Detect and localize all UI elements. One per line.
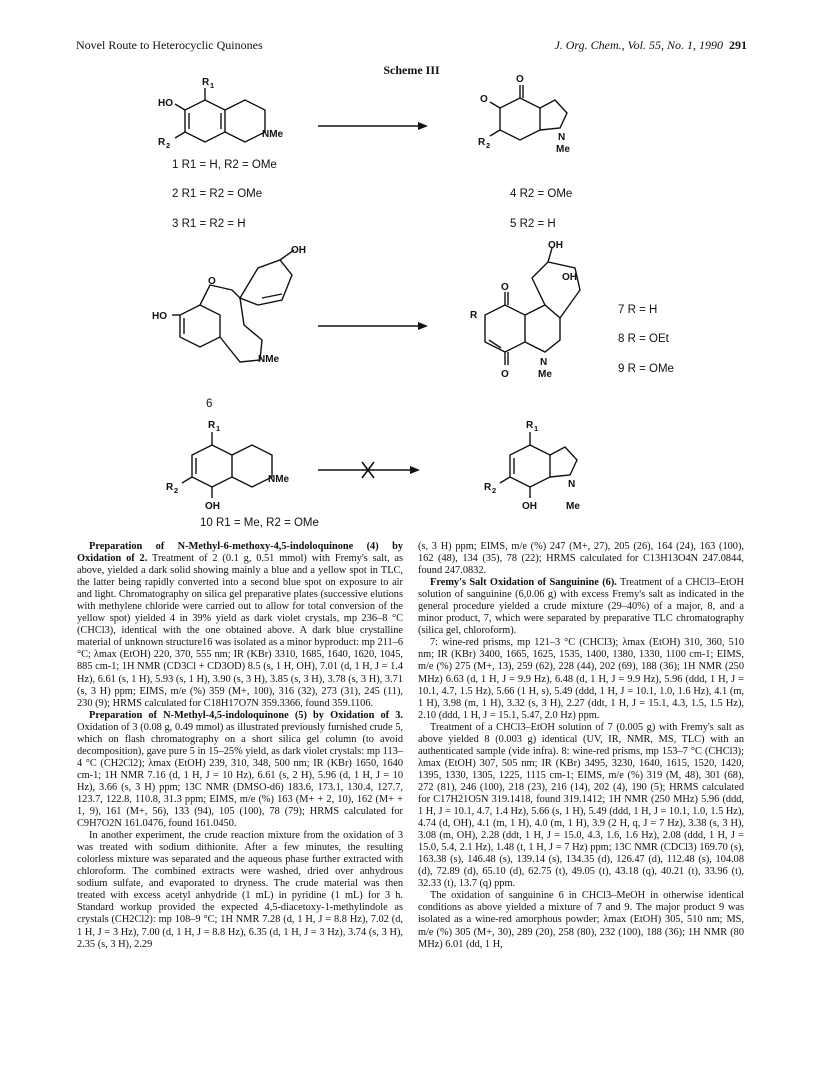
svg-text:O: O — [516, 74, 524, 85]
reaction-scheme — [0, 70, 823, 530]
page-number: 291 — [729, 38, 747, 52]
paragraph — [418, 890, 744, 950]
svg-text:R: R — [166, 482, 174, 493]
paragraph-body: Treatment of a CHCl3–EtOH solution of 7 (0.005 g) with Fremy's salt as above yielded 8 (0.003 g) identical (UV, IR, NMR, MS, TLC) with an authenticated sample (vide infra). 8: wine-red prisms, mp 153–7 °C (CHCl3); λmax (EtOH) 307, 505 nm; IR (KBr) 3495, 3230, 1640, 1615, 1520, 1420, 1395, 1330, 1305, 1225, 1115 cm-1; EIMS, m/e (%) 319 (M, 48), 301 (68), 272 (81), 246 (100), 218 (23), 216 (14), 202 (4), 190 (5); HRMS calculated for C17H21O5N 319.1418, found 319.1412; 1H NMR (250 MHz) 5.96 (ddd, 1 H, J = 10.1, 4.7, 1.4 Hz), 5.66 (s, 1 H), 5.49 (ddd, 1 H, J = 10.1, 1.0, 1.5 Hz), 4.74 (d, OH), 4.1 (m, 1 H), 4.0 (m, 1 H), 3.9 (2 H, q, J = 7 Hz), 3.38 (s, 3 H), 3.08 (m, OH), 2.28 (ddt, 1 H, J = 15.0, 4.3, 1.6, 1.6 Hz), 2.08 (ddd, 1 H, J = 15.0, 5.4, 2.1 Hz), 1.48 (t, 1 H, J = 7 Hz) ppm; 13C NMR (CDCl3) 169.70 (s), 163.38 (s), 146.48 (s), 139.14 (s), 134.35 (d), 126.47 (d), 112.48 (s), 104.08 (d), 72.89 (d), 65.10 (d), 62.75 (t), 49.05 (t), 43.18 (q), 40.21 (t), 33.96 (t), 32.33 (t), 13.7 (q) ppm. — [418, 721, 744, 890]
svg-text:R: R — [208, 420, 216, 431]
svg-text:OH: OH — [522, 501, 537, 512]
svg-text:O: O — [501, 282, 509, 293]
svg-text:OH: OH — [205, 501, 220, 512]
paragraph-body: Treatment of a CHCl3–EtOH solution of sanguinine (6,0.06 g) with excess Fremy's salt as indicated in the general procedure yielded a crude mixture (29–40%) of a major, 8, and a minor product, 7, which were separated by preparative TLC chromatography (silica gel, chloroform). — [418, 577, 744, 637]
structure-spiro-quinone — [470, 240, 580, 380]
svg-text:R: R — [470, 310, 478, 321]
left-text-column — [77, 541, 403, 951]
paragraph-heading: Preparation of N-Methyl-4,5-indoloquinone (5) by Oxidation of 3. — [89, 709, 403, 721]
paragraph — [418, 722, 744, 891]
svg-text:R: R — [526, 420, 534, 431]
compound-1-label: 1 R1 = H, R2 = OMe — [172, 159, 277, 171]
structure-tetrahydroisoquinoline — [158, 77, 284, 150]
paragraph — [77, 830, 403, 950]
structure-hydroxyindole — [484, 420, 580, 512]
svg-text:2: 2 — [486, 141, 491, 150]
paragraph — [77, 541, 403, 710]
svg-text:2: 2 — [166, 141, 171, 150]
structure-compound-10 — [166, 420, 290, 512]
compound-3-label: 3 R1 = R2 = H — [172, 218, 246, 230]
paragraph-body: (s, 3 H) ppm; EIMS, m/e (%) 247 (M+, 27), 205 (26), 164 (24), 163 (100), 162 (48), 134 (35), 78 (22); HRMS calculated for C13H13O4N 247.0844, found 247.0832. — [418, 541, 744, 577]
paragraph-body: In another experiment, the crude reaction mixture from the oxidation of 3 was treated with sodium dithionite. After a few minutes, the resulting colorless mixture was separated and the aqueous phase further extracted with chloroform. The combined extracts were washed, dried over anhydrous sodium sulfate, and evaporated to dryness. The crude material was then treated with excess acetyl anhydride (1 mL) in pyridine (1 mL) for 3 h. Standard workup provided the expected 4,5-diacetoxy-1-methylindole as crystals (CH2Cl2): mp 108–9 °C; 1H NMR 7.28 (d, 1 H, J = 8.8 Hz), 7.02 (d, 1 H, J = 3 Hz), 7.00 (d, 1 H, J = 8.8 Hz), 6.35 (d, 1 H, J = 3 Hz), 3.74 (s, 3 H), 2.35 (s, 3 H), 2.29 — [77, 830, 403, 950]
svg-text:Me: Me — [538, 369, 552, 380]
svg-text:O: O — [501, 369, 509, 380]
svg-text:O: O — [208, 276, 216, 287]
svg-text:OH: OH — [291, 245, 306, 256]
svg-text:2: 2 — [492, 486, 497, 495]
paragraph — [418, 637, 744, 721]
svg-text:1: 1 — [534, 424, 539, 433]
svg-text:N: N — [540, 357, 548, 368]
paragraph-body: 7: wine-red prisms, mp 121–3 °C (CHCl3); λmax (EtOH) 310, 360, 510 nm; IR (KBr) 3400, 1665, 1625, 1535, 1400, 1380, 1330, 1100 cm-1; EIMS, m/e (%) 275 (M+, 13), 259 (62), 228 (44), 202 (69), 188 (36); 1H NMR (250 MHz) 6.63 (d, 1 H, J = 9.9 Hz), 6.48 (d, 1 H, J = 9.9 Hz), 5.96 (ddd, 1 H, J = 10.1, 4.7, 1.5 Hz), 5.66 (1 H, s), 5.49 (ddd, 1 H, J = 10.1, 1.0, 1.6 Hz), 4.1 (m, 1 H), 3.98 (m, 1 H), 3.32 (s, 3 H), 2.27 (ddt, 1 H, J = 15.1, 4.3, 1.5, 1.5 Hz), 2.10 (ddd, 1 H, J = 15.1, 5.47, 2.0 Hz) ppm. — [418, 637, 744, 721]
svg-text:OH: OH — [562, 272, 577, 283]
svg-text:R: R — [484, 482, 492, 493]
structure-indoloquinone — [478, 74, 570, 155]
svg-text:1: 1 — [216, 424, 221, 433]
compound-9-label: 9 R = OMe — [618, 363, 674, 375]
compound-10-label: 10 R1 = Me, R2 = OMe — [200, 517, 319, 529]
compound-2-label: 2 R1 = R2 = OMe — [172, 188, 263, 200]
compound-5-label: 5 R2 = H — [510, 218, 556, 230]
svg-text:2: 2 — [174, 486, 179, 495]
svg-text:HO: HO — [158, 98, 173, 109]
right-text-column — [418, 541, 744, 951]
svg-text:Me: Me — [566, 501, 580, 512]
svg-text:R: R — [158, 137, 166, 148]
compound-8-label: 8 R = OEt — [618, 333, 669, 345]
svg-text:N: N — [568, 479, 576, 490]
paragraph-heading: Fremy's Salt Oxidation of Sanguinine (6). — [430, 577, 617, 589]
svg-text:N: N — [558, 132, 566, 143]
svg-text:HO: HO — [152, 311, 167, 322]
running-header-title: Novel Route to Heterocyclic Quinones — [76, 38, 263, 52]
svg-text:R: R — [478, 137, 486, 148]
svg-text:NMe: NMe — [262, 129, 284, 140]
compound-7-label: 7 R = H — [618, 304, 658, 316]
journal-citation: J. Org. Chem., Vol. 55, No. 1, 1990 — [554, 38, 723, 52]
paragraph-body: Treatment of 2 (0.1 g, 0.51 mmol) with Fremy's salt, as above, yielded a dark solid showing mainly a blue and a yellow spot in TLC, the latter being rapidly converted into a second blue spot on exposure to air and light. Chromatography on silica gel preparative plates (successive elutions with methylene chloride were carried out to allow for total conversion of the yellow spot) yielded 4 in 39% yield as dark violet crystals, mp 236–8 °C (CHCl3), identical with the one obtained above. A dark blue crystalline material of unknown structure16 was isolated as a minor byproduct: mp 211–6 °C; λmax (EtOH) 220, 370, 555 nm; IR (KBr) 3310, 1685, 1640, 1620, 1045, 885 cm-1; 1H NMR (CD3Cl + CD3OD) 8.5 (s, 1 H, OH), 7.01 (d, 1 H, J = 1.4 Hz), 6.61 (s, 1 H), 5.93 (s, 1 H), 3.90 (s, 3 H), 3.85 (s, 3 H), 3.78 (s, 3 H), 3.71 (s, 3 H) ppm; EIMS, m/e (%) 359 (M+, 100), 316 (32), 273 (31), 245 (11), 230 (9); HRMS calculated for C18H17O7N 359.3366, found 359.1106. — [77, 553, 403, 709]
paragraph — [77, 710, 403, 830]
paragraph — [418, 541, 744, 577]
structure-sanguinine — [152, 245, 306, 365]
paragraph-body: The oxidation of sanguinine 6 in CHCl3–MeOH in otherwise identical conditions as above yielded a mixture of 7 and 9. The major product 9 was isolated as a wine-red amorphous powder; λmax (EtOH) 305, 510 nm; MS, m/e (%) 305 (M+, 30), 289 (20), 258 (80), 232 (100), 188 (36); 1H NMR (80 MHz) 6.01 (dd, 1 H, — [418, 890, 744, 950]
paragraph-body: Oxidation of 3 (0.08 g, 0.49 mmol) as illustrated previously furnished crude 5, which on flash chromatography on a short silica gel column (to avoid decomposition), gave pure 5 in 15–25% yield, as dark violet crystals: mp 113–4 °C (CH2Cl2); λmax (EtOH) 239, 310, 348, 500 nm; IR (KBr) 1650, 1640 cm-1; 1H NMR 7.16 (d, 1 H, J = 10 Hz), 6.61 (s, 2 H), 5.96 (d, 1 H, J = 10 Hz), 3.66 (s, 3 H) ppm; 13C NMR (DMSO-d6) 183.6, 173.1, 130.4, 127.7, 123.7, 122.8, 110.8, 31.3 ppm; EIMS, m/e (%) 163 (M+ + 2, 10), 162 (M+ + 1, 9), 161 (M+, 56), 133 (94), 105 (100), 78 (79); HRMS calculated for C9H7O2N 161.0476, found 161.0450. — [77, 721, 403, 830]
svg-text:NMe: NMe — [268, 474, 290, 485]
svg-text:1: 1 — [210, 81, 215, 90]
paragraph-heading: Preparation of N-Methyl-6-methoxy-4,5-indoloquinone (4) by Oxidation of 2. — [77, 541, 403, 565]
compound-6-label: 6 — [206, 398, 213, 410]
running-header-journal — [554, 38, 747, 53]
compound-4-label: 4 R2 = OMe — [510, 188, 573, 200]
paragraph — [418, 577, 744, 637]
svg-text:NMe: NMe — [258, 354, 280, 365]
svg-text:R: R — [202, 77, 210, 88]
svg-text:Me: Me — [556, 144, 570, 155]
scheme-title: Scheme III — [383, 63, 440, 77]
svg-text:OH: OH — [548, 240, 563, 251]
svg-text:O: O — [480, 94, 488, 105]
